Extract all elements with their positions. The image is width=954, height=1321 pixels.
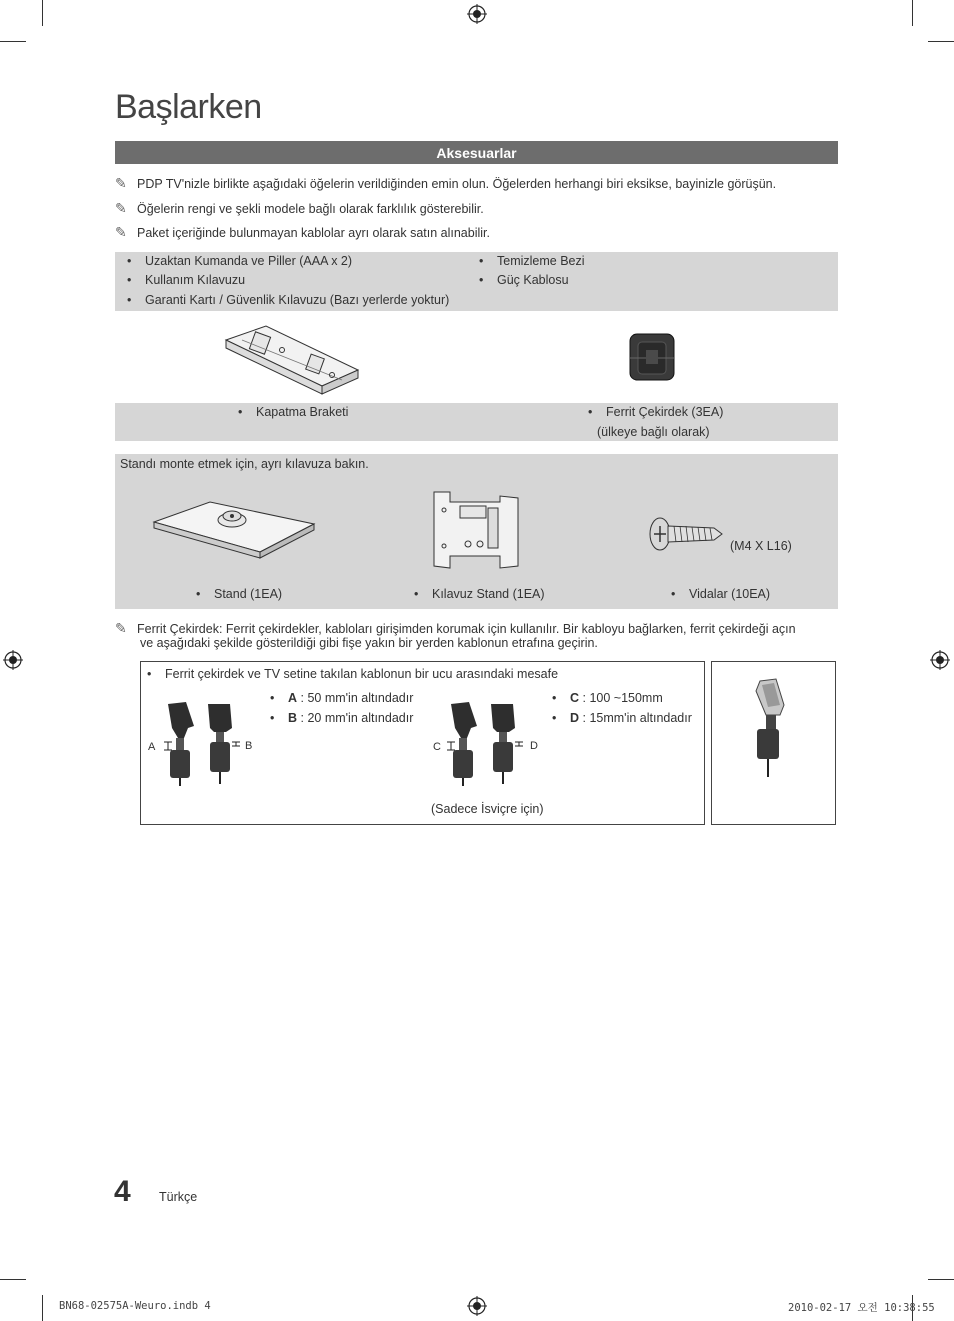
distance-d: • D : 15mm'in altındadır (570, 711, 692, 725)
distance-heading: • Ferrit çekirdek ve TV setine takılan kablonun bir ucu arasındaki mesafe (165, 667, 558, 681)
plug-ferrite-ab-icon (160, 698, 253, 788)
pencil-note-icon: ✎ (115, 175, 127, 191)
stand-intro: Standı monte etmek için, ayrı kılavuza bakın. (120, 457, 369, 471)
swiss-note: (Sadece İsviçre için) (431, 802, 544, 816)
crop-mark (928, 1279, 954, 1280)
ferrite-core-icon (628, 332, 676, 384)
registration-mark-icon (930, 650, 950, 670)
distance-a: • A : 50 mm'in altındadır (288, 691, 413, 705)
label-b: B (245, 740, 253, 752)
crop-mark (42, 1295, 43, 1321)
crop-mark (42, 0, 43, 26)
accessory-item: • Uzaktan Kumanda ve Piller (AAA x 2) (145, 254, 352, 268)
label-a: A (148, 741, 156, 753)
crop-mark (912, 0, 913, 26)
accessory-item: • Garanti Kartı / Güvenlik Kılavuzu (Bazı yerlerde yoktur) (145, 293, 449, 307)
crop-mark (928, 41, 954, 42)
pictured-items-box (115, 403, 838, 441)
screw-size-label: (M4 X L16) (730, 539, 792, 553)
registration-mark-icon (467, 1296, 487, 1316)
note-item: ✎ Öğelerin rengi ve şekli modele bağlı olarak farklılık gösterebilir. (115, 200, 484, 216)
screw-icon (648, 514, 724, 554)
page-title: Başlarken (115, 88, 262, 126)
bracket-label: • Kapatma Braketi (256, 405, 348, 419)
plug-ferrite-cd-icon (443, 698, 533, 788)
accessory-item: • Güç Kablosu (497, 273, 569, 287)
pencil-note-icon: ✎ (115, 620, 127, 636)
label-d: D (530, 740, 538, 752)
scart-plug-ferrite-icon (752, 677, 788, 781)
cover-bracket-icon (222, 320, 362, 390)
crop-mark (0, 41, 26, 42)
ferrite-usage-note: ✎ Ferrit Çekirdek: Ferrit çekirdekler, kabloları girişimden korumak için kullanılır. Bir kabloyu bağlarken, ferrit çekirdeği açın (115, 620, 796, 636)
ferrite-usage-note-cont: ve aşağıdaki şekilde gösterildiği gibi fişe yakın bir yerden kablonun etrafına geçirin. (140, 636, 598, 650)
registration-mark-icon (3, 650, 23, 670)
ferrite-label: • Ferrit Çekirdek (3EA) (606, 405, 723, 419)
label-c: C (433, 741, 441, 753)
print-date-info: 2010-02-17 오전 10:38:55 (788, 1302, 935, 1314)
distance-c: • C : 100 ~150mm (570, 691, 663, 705)
pencil-note-icon: ✎ (115, 224, 127, 240)
stand-base-icon (152, 500, 318, 560)
registration-mark-icon (467, 4, 487, 24)
pencil-note-icon: ✎ (115, 200, 127, 216)
print-file-info: BN68-02575A-Weuro.indb 4 (59, 1300, 211, 1312)
distance-b: • B : 20 mm'in altındadır (288, 711, 413, 725)
accessory-item: • Temizleme Bezi (497, 254, 585, 268)
ferrite-country-note: (ülkeye bağlı olarak) (597, 425, 710, 439)
screws-label: • Vidalar (10EA) (689, 587, 770, 601)
stand-label: • Stand (1EA) (214, 587, 282, 601)
crop-mark (0, 1279, 26, 1280)
guide-stand-label: • Kılavuz Stand (1EA) (432, 587, 545, 601)
note-item: ✎ Paket içeriğinde bulunmayan kablolar ayrı olarak satın alınabilir. (115, 224, 490, 240)
section-heading: Aksesuarlar (115, 141, 838, 164)
guide-stand-icon (430, 488, 522, 572)
language-label: Türkçe (159, 1190, 198, 1204)
page-number: 4 (114, 1175, 131, 1208)
accessory-item: • Kullanım Kılavuzu (145, 273, 245, 287)
note-item: ✎ PDP TV'nizle birlikte aşağıdaki öğelerin verildiğinden emin olun. Öğelerden herhangi biri eksikse, bayinizle görüşün. (115, 175, 777, 191)
